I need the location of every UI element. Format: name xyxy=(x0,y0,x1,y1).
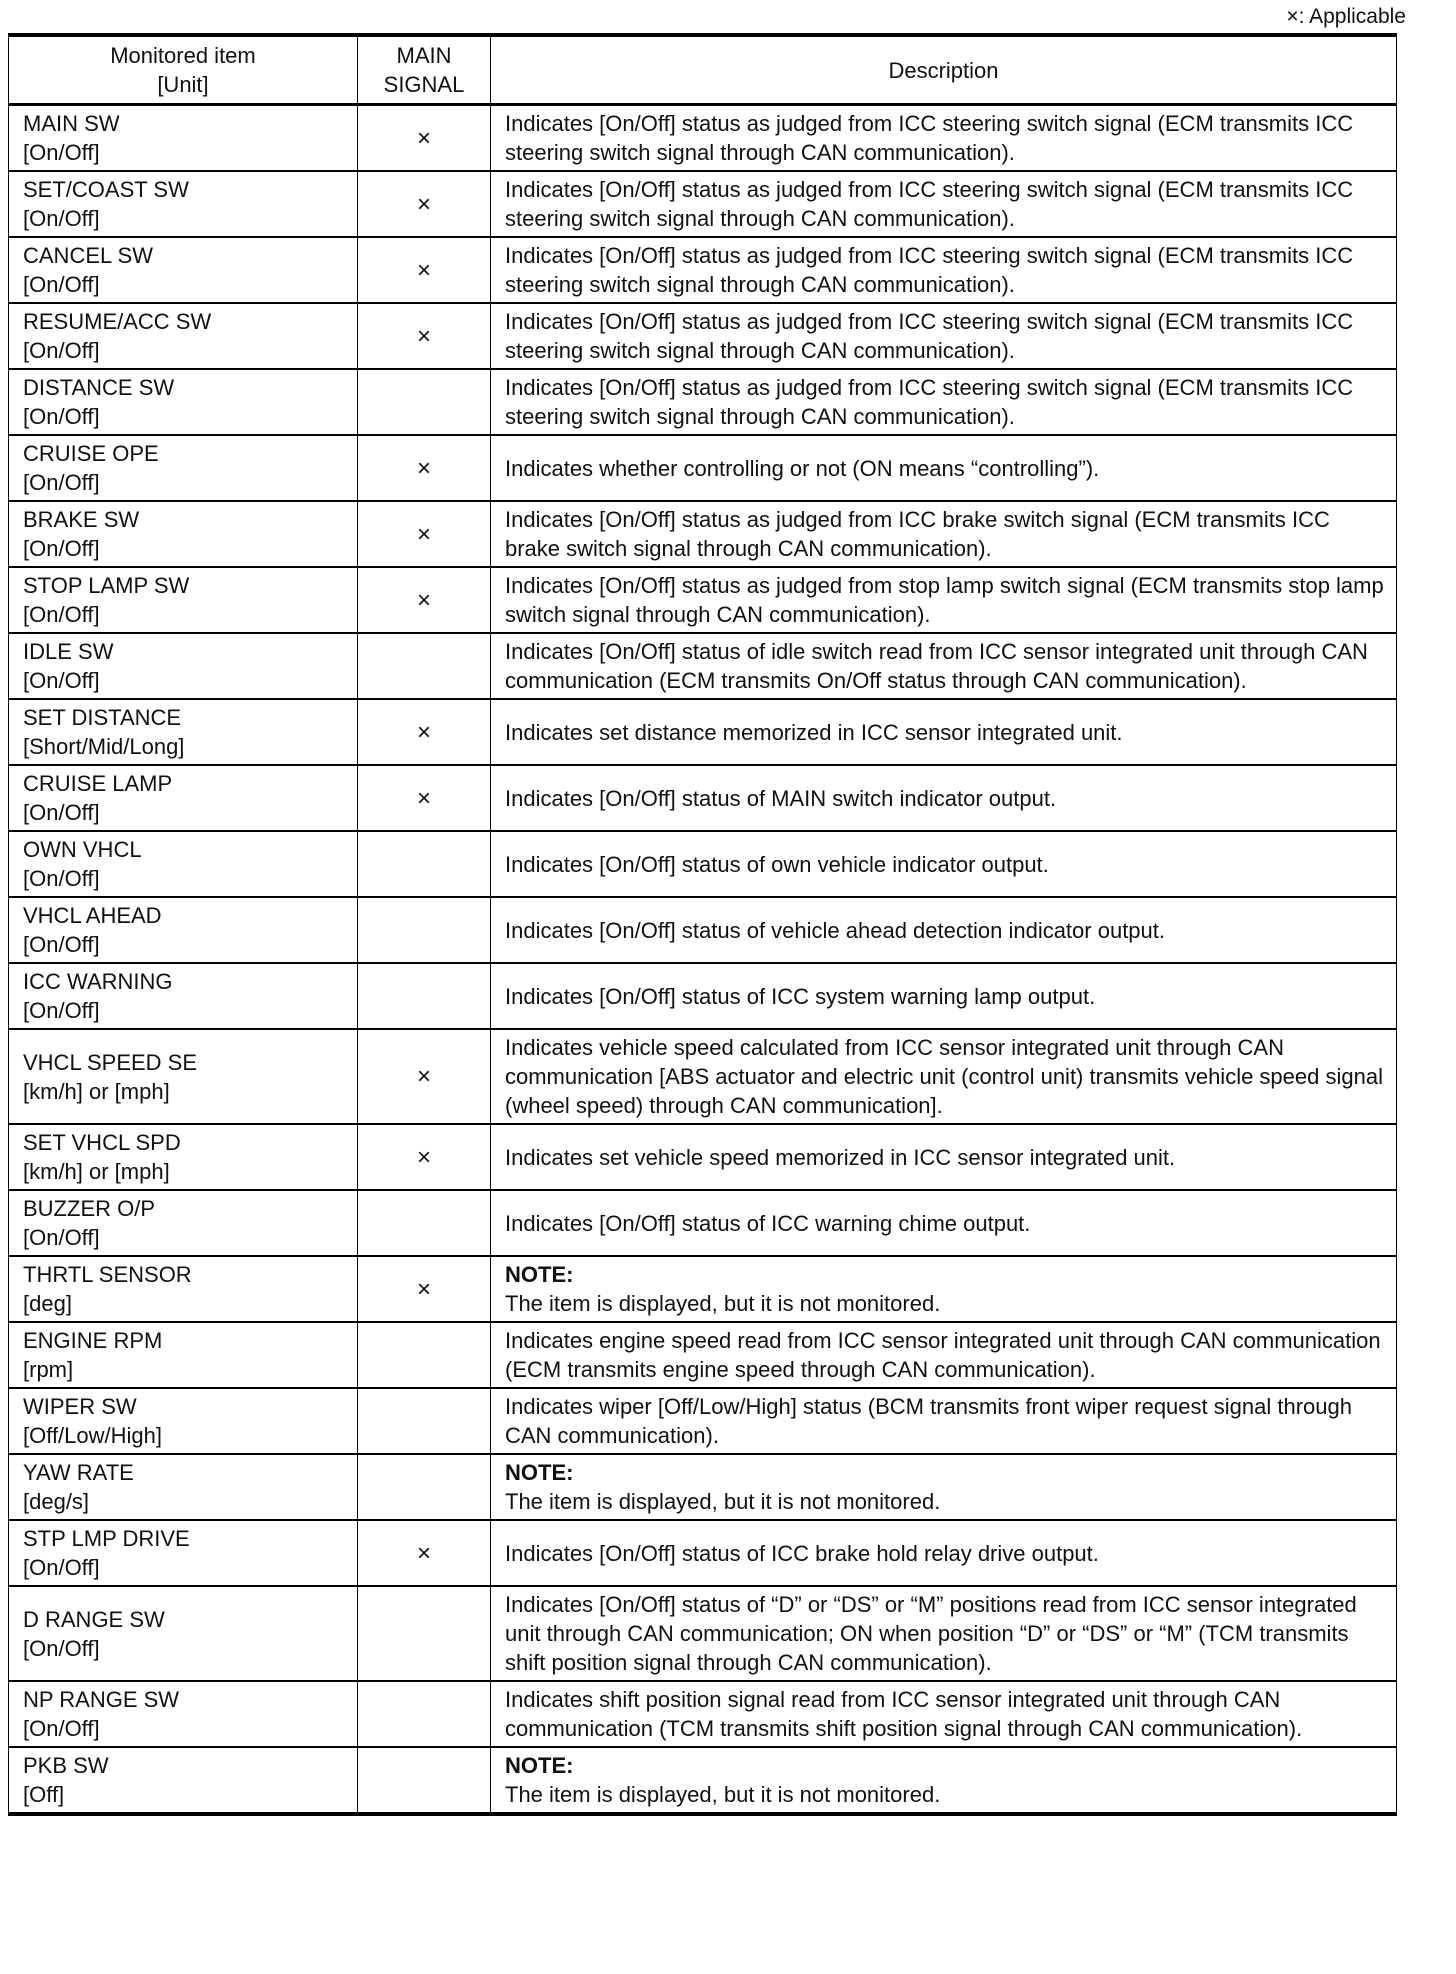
monitored-item-cell xyxy=(9,1029,358,1124)
monitored-item-cell xyxy=(9,1322,358,1388)
description-text: Indicates set vehicle speed memorized in ICC sensor integrated unit. xyxy=(505,1144,1176,1170)
monitored-item-unit: [On/Off] xyxy=(23,404,100,429)
description-cell xyxy=(491,303,1397,369)
main-signal-cell xyxy=(358,1520,491,1586)
table-body xyxy=(9,105,1397,1815)
table-row xyxy=(9,1322,1397,1388)
applicable-mark: × xyxy=(416,1143,431,1171)
monitored-item-unit: [On/Off] xyxy=(23,338,100,363)
monitored-item-unit: [Short/Mid/Long] xyxy=(23,734,185,759)
main-signal-cell xyxy=(358,963,491,1029)
monitored-item-cell xyxy=(9,1124,358,1190)
main-signal-cell xyxy=(358,435,491,501)
main-signal-cell xyxy=(358,1190,491,1256)
table-row xyxy=(9,831,1397,897)
main-signal-cell xyxy=(358,237,491,303)
description-text: Indicates [On/Off] status as judged from ICC steering switch signal (ECM transmits ICC steering switch signal through CAN communication). xyxy=(505,375,1354,429)
monitored-item-name: YAW RATE xyxy=(23,1460,134,1485)
monitored-item-unit: [On/Off] xyxy=(23,998,100,1023)
description-text: Indicates [On/Off] status as judged from ICC steering switch signal (ECM transmits ICC steering switch signal through CAN communication). xyxy=(505,243,1354,297)
monitored-item-unit: [On/Off] xyxy=(23,932,100,957)
monitored-item-unit: [On/Off] xyxy=(23,470,100,495)
table-row xyxy=(9,1256,1397,1322)
monitored-item-name: VHCL SPEED SE xyxy=(23,1049,198,1075)
main-signal-cell xyxy=(358,633,491,699)
applicable-mark: × xyxy=(416,1539,431,1567)
description-cell xyxy=(491,1029,1397,1124)
monitored-item-cell xyxy=(9,237,358,303)
description-text: The item is displayed, but it is not monitored. xyxy=(505,1291,941,1316)
header-monitored-item xyxy=(9,35,358,105)
note-label: NOTE: xyxy=(505,1753,574,1778)
main-signal-cell xyxy=(358,897,491,963)
monitored-item-name: D RANGE SW xyxy=(23,1606,165,1632)
monitored-item-cell xyxy=(9,369,358,435)
monitored-item-name: STOP LAMP SW xyxy=(23,573,190,598)
monitored-item-name: THRTL SENSOR xyxy=(23,1262,192,1287)
description-cell xyxy=(491,237,1397,303)
monitored-item-name: MAIN SW xyxy=(23,111,120,136)
description-cell xyxy=(491,699,1397,765)
applicable-mark: × xyxy=(416,256,431,284)
header-signal-line1: MAIN xyxy=(396,43,452,68)
monitored-item-cell xyxy=(9,567,358,633)
monitored-item-cell xyxy=(9,963,358,1029)
main-signal-cell xyxy=(358,1586,491,1681)
monitored-item-cell xyxy=(9,1256,358,1322)
header-description-text: Description xyxy=(888,57,999,83)
main-signal-cell xyxy=(358,699,491,765)
monitored-item-unit: [On/Off] xyxy=(23,800,100,825)
description-cell xyxy=(491,1747,1397,1814)
monitored-item-cell xyxy=(9,1520,358,1586)
description-cell xyxy=(491,1681,1397,1747)
monitored-item-unit: [On/Off] xyxy=(23,140,100,165)
monitored-item-unit: [On/Off] xyxy=(23,1225,100,1250)
applicable-mark: × xyxy=(416,190,431,218)
monitored-item-name: IDLE SW xyxy=(23,639,114,664)
monitored-item-cell xyxy=(9,105,358,172)
table-row xyxy=(9,1388,1397,1454)
monitored-item-unit: [On/Off] xyxy=(23,1555,100,1580)
table-row xyxy=(9,567,1397,633)
monitored-item-cell xyxy=(9,435,358,501)
main-signal-cell xyxy=(358,105,491,172)
table-row xyxy=(9,1520,1397,1586)
monitored-item-unit: [On/Off] xyxy=(23,668,100,693)
description-text: Indicates [On/Off] status of ICC system warning lamp output. xyxy=(505,983,1096,1009)
main-signal-cell xyxy=(358,1322,491,1388)
main-signal-cell xyxy=(358,831,491,897)
monitored-item-cell xyxy=(9,1190,358,1256)
description-text: Indicates whether controlling or not (ON means “controlling”). xyxy=(505,455,1100,481)
monitored-item-cell xyxy=(9,1388,358,1454)
monitored-item-name: WIPER SW xyxy=(23,1394,137,1419)
monitored-item-name: ENGINE RPM xyxy=(23,1328,163,1353)
description-text: Indicates [On/Off] status of MAIN switch indicator output. xyxy=(505,785,1057,811)
monitored-item-cell xyxy=(9,699,358,765)
description-cell xyxy=(491,831,1397,897)
description-text: Indicates vehicle speed calculated from ICC sensor integrated unit through CAN communication [ABS actuator and electric unit (control unit) transmits vehicle speed signal (wheel speed) through CAN communication]. xyxy=(505,1035,1383,1118)
main-signal-cell xyxy=(358,567,491,633)
main-signal-cell xyxy=(358,303,491,369)
table-row xyxy=(9,1586,1397,1681)
description-text: Indicates shift position signal read from ICC sensor integrated unit through CAN communication (TCM transmits shift position signal through CAN communication). xyxy=(505,1687,1303,1741)
table-row xyxy=(9,699,1397,765)
monitored-item-unit: [On/Off] xyxy=(23,1635,100,1661)
monitored-item-unit: [On/Off] xyxy=(23,602,100,627)
table-row xyxy=(9,963,1397,1029)
description-text: Indicates [On/Off] status as judged from ICC brake switch signal (ECM transmits ICC brake switch signal through CAN communication). xyxy=(505,507,1330,561)
applicable-mark: × xyxy=(416,124,431,152)
description-text: Indicates [On/Off] status as judged from stop lamp switch signal (ECM transmits stop lamp switch signal through CAN communication). xyxy=(505,573,1384,627)
description-cell xyxy=(491,1586,1397,1681)
monitored-item-name: STP LMP DRIVE xyxy=(23,1526,190,1551)
main-signal-cell xyxy=(358,1681,491,1747)
monitored-item-cell xyxy=(9,1454,358,1520)
table-row xyxy=(9,369,1397,435)
description-text: Indicates [On/Off] status of “D” or “DS” or “M” positions read from ICC sensor integrated unit through CAN communication; ON when position “D” or “DS” or “M” (TCM transmits shift position signal through CAN communication). xyxy=(505,1592,1357,1675)
header-description xyxy=(491,35,1397,105)
applicable-mark: × xyxy=(416,520,431,548)
table-row xyxy=(9,435,1397,501)
monitored-item-name: SET DISTANCE xyxy=(23,705,182,730)
description-text: Indicates [On/Off] status of idle switch read from ICC sensor integrated unit through CAN communication (ECM transmits On/Off status through CAN communication). xyxy=(505,639,1368,693)
header-signal-line2: SIGNAL xyxy=(383,72,465,97)
description-cell xyxy=(491,567,1397,633)
monitored-item-cell xyxy=(9,1586,358,1681)
description-cell xyxy=(491,369,1397,435)
description-cell xyxy=(491,1388,1397,1454)
monitored-item-unit: [On/Off] xyxy=(23,272,100,297)
monitored-item-name: SET/COAST SW xyxy=(23,177,189,202)
description-cell xyxy=(491,1520,1397,1586)
table-row xyxy=(9,897,1397,963)
description-cell xyxy=(491,765,1397,831)
table-row xyxy=(9,171,1397,237)
monitored-item-unit: [Off/Low/High] xyxy=(23,1423,162,1448)
description-text: Indicates engine speed read from ICC sensor integrated unit through CAN communication (ECM transmits engine speed through CAN communication). xyxy=(505,1328,1381,1382)
table-row xyxy=(9,105,1397,172)
applicable-mark: × xyxy=(416,586,431,614)
table-header-row xyxy=(9,35,1397,105)
description-cell xyxy=(491,1256,1397,1322)
note-label: NOTE: xyxy=(505,1460,574,1485)
main-signal-cell xyxy=(358,1747,491,1814)
main-signal-cell xyxy=(358,369,491,435)
monitored-item-name: SET VHCL SPD xyxy=(23,1130,181,1155)
description-cell xyxy=(491,1454,1397,1520)
header-item-line2: [Unit] xyxy=(157,72,209,97)
table-row xyxy=(9,765,1397,831)
monitored-item-name: RESUME/ACC SW xyxy=(23,309,212,334)
monitored-item-name: NP RANGE SW xyxy=(23,1687,180,1712)
description-cell xyxy=(491,1124,1397,1190)
monitored-item-name: DISTANCE SW xyxy=(23,375,175,400)
description-cell xyxy=(491,1322,1397,1388)
table-row xyxy=(9,501,1397,567)
applicable-mark: × xyxy=(416,718,431,746)
description-cell xyxy=(491,1190,1397,1256)
monitored-item-name: CRUISE LAMP xyxy=(23,771,173,796)
description-text: Indicates set distance memorized in ICC sensor integrated unit. xyxy=(505,719,1123,745)
monitored-item-name: ICC WARNING xyxy=(23,969,173,994)
description-text: Indicates [On/Off] status as judged from ICC steering switch signal (ECM transmits ICC steering switch signal through CAN communication). xyxy=(505,309,1354,363)
monitored-item-cell xyxy=(9,1681,358,1747)
table-row xyxy=(9,1190,1397,1256)
main-signal-cell xyxy=(358,765,491,831)
description-cell xyxy=(491,897,1397,963)
table-row xyxy=(9,303,1397,369)
monitored-item-unit: [On/Off] xyxy=(23,206,100,231)
description-cell xyxy=(491,501,1397,567)
monitored-item-unit: [On/Off] xyxy=(23,866,100,891)
description-text: Indicates [On/Off] status as judged from ICC steering switch signal (ECM transmits ICC steering switch signal through CAN communication). xyxy=(505,177,1354,231)
main-signal-cell xyxy=(358,1454,491,1520)
monitored-item-name: BRAKE SW xyxy=(23,507,140,532)
monitored-item-unit: [km/h] or [mph] xyxy=(23,1159,170,1184)
applicable-mark: × xyxy=(416,322,431,350)
table-row xyxy=(9,1747,1397,1814)
monitored-item-name: PKB SW xyxy=(23,1753,109,1778)
monitored-item-unit: [deg] xyxy=(23,1291,72,1316)
description-text: Indicates [On/Off] status as judged from ICC steering switch signal (ECM transmits ICC steering switch signal through CAN communication). xyxy=(505,111,1354,165)
table-row xyxy=(9,1681,1397,1747)
monitored-item-cell xyxy=(9,501,358,567)
monitored-item-cell xyxy=(9,897,358,963)
description-cell xyxy=(491,963,1397,1029)
table-row xyxy=(9,1124,1397,1190)
monitored-item-cell xyxy=(9,1747,358,1814)
monitored-item-cell xyxy=(9,633,358,699)
monitored-item-name: VHCL AHEAD xyxy=(23,903,162,928)
monitored-item-unit: [deg/s] xyxy=(23,1489,90,1514)
description-text: Indicates [On/Off] status of ICC brake hold relay drive output. xyxy=(505,1540,1099,1566)
monitored-item-cell xyxy=(9,765,358,831)
description-text: Indicates [On/Off] status of own vehicle indicator output. xyxy=(505,851,1049,877)
description-text: Indicates [On/Off] status of ICC warning chime output. xyxy=(505,1210,1031,1236)
monitored-item-name: CRUISE OPE xyxy=(23,441,159,466)
monitor-item-table xyxy=(8,33,1397,1816)
monitor-item-table-container xyxy=(8,33,1396,1816)
monitored-item-name: CANCEL SW xyxy=(23,243,153,268)
monitored-item-unit: [On/Off] xyxy=(23,1716,100,1741)
monitored-item-unit: [rpm] xyxy=(23,1357,74,1382)
monitored-item-cell xyxy=(9,831,358,897)
main-signal-cell xyxy=(358,1124,491,1190)
note-label: NOTE: xyxy=(505,1262,574,1287)
applicable-mark: × xyxy=(416,454,431,482)
table-row xyxy=(9,633,1397,699)
table-row xyxy=(9,1029,1397,1124)
applicable-mark: × xyxy=(416,1063,431,1090)
main-signal-cell xyxy=(358,1256,491,1322)
applicable-mark: × xyxy=(416,784,431,812)
description-text: The item is displayed, but it is not monitored. xyxy=(505,1782,941,1807)
header-item-line1: Monitored item xyxy=(110,43,256,68)
monitored-item-unit: [Off] xyxy=(23,1782,65,1807)
main-signal-cell xyxy=(358,1388,491,1454)
description-text: The item is displayed, but it is not monitored. xyxy=(505,1489,941,1514)
applicable-legend: ×: Applicable xyxy=(1286,5,1406,28)
table-row xyxy=(9,1454,1397,1520)
main-signal-cell xyxy=(358,171,491,237)
monitored-item-cell xyxy=(9,171,358,237)
description-cell xyxy=(491,633,1397,699)
monitored-item-unit: [km/h] or [mph] xyxy=(23,1078,170,1104)
applicable-mark: × xyxy=(416,1275,431,1303)
description-cell xyxy=(491,435,1397,501)
monitored-item-cell xyxy=(9,303,358,369)
main-signal-cell xyxy=(358,1029,491,1124)
description-text: Indicates [On/Off] status of vehicle ahead detection indicator output. xyxy=(505,917,1165,943)
monitored-item-unit: [On/Off] xyxy=(23,536,100,561)
description-text: Indicates wiper [Off/Low/High] status (BCM transmits front wiper request signal through CAN communication). xyxy=(505,1394,1352,1448)
description-cell xyxy=(491,171,1397,237)
header-main-signal xyxy=(358,35,491,105)
monitored-item-name: BUZZER O/P xyxy=(23,1196,156,1221)
monitored-item-name: OWN VHCL xyxy=(23,837,142,862)
description-cell xyxy=(491,105,1397,172)
main-signal-cell xyxy=(358,501,491,567)
table-row xyxy=(9,237,1397,303)
